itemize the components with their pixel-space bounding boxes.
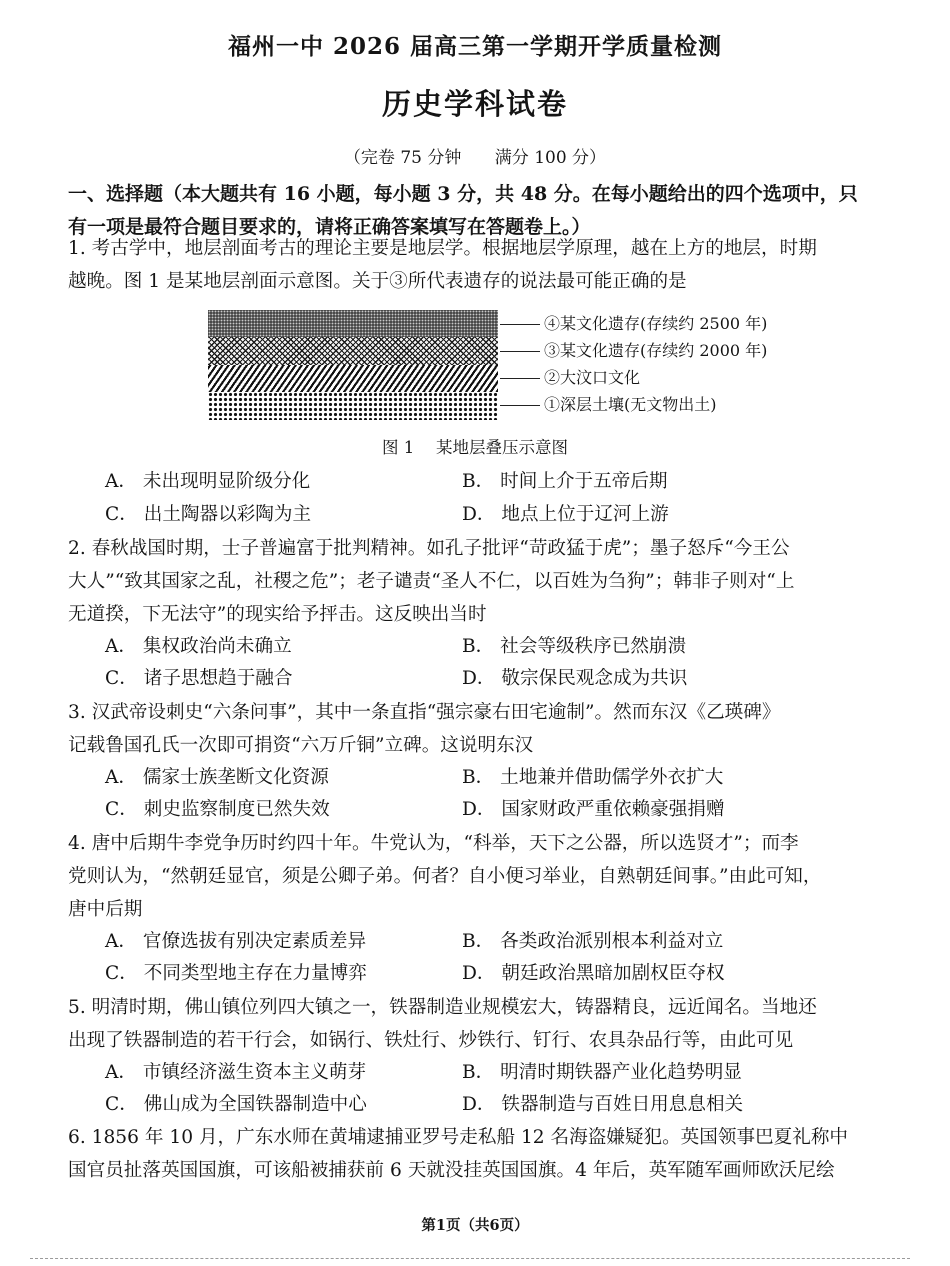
leader-line (500, 405, 540, 406)
question-5-line-2: 出现了铁器制造的若干行会，如锅行、铁灶行、炒铁行、钉行、农具杂品行等，由此可见 (68, 1030, 794, 1051)
exam-full-score: 满分 100 分） (494, 148, 607, 168)
question-5-option-d: D． 铁器制造与百姓日用息息相关 (462, 1094, 744, 1115)
question-5-line-1: 5. 明清时期，佛山镇位列四大镇之一，铁器制造业规模宏大，铸器精良，远近闻名。当地还 (68, 997, 817, 1018)
question-6-line-1: 6. 1856 年 10 月，广东水师在黄埔逮捕亚罗号走私船 12 名海盗嫌疑犯。英国领事巴夏礼称中 (68, 1127, 849, 1148)
question-2-option-d: D． 敬宗保民观念成为共识 (462, 668, 688, 689)
question-3-line-1: 3. 汉武帝设刺史“六条问事”，其中一条直指“强宗豪右田宅逾制”。然而东汉《乙瑛碑》 (68, 702, 781, 723)
question-4-option-d: D． 朝廷政治黑暗加剧权臣夺权 (462, 963, 725, 984)
section-heading-line: 有一项是最符合题目要求的，请将正确答案填写在答题卷上。） (68, 216, 591, 238)
question-1-line-1: 1. 考古学中，地层剖面考古的理论主要是地层学。根据地层学原理，越在上方的地层，时期 (68, 238, 817, 259)
question-2-line-3: 无道揆，下无法守”的现实给予抨击。这反映出当时 (68, 604, 487, 625)
figure-caption: 图 1 某地层叠压示意图 (382, 438, 568, 457)
question-4-option-b: B． 各类政治派别根本利益对立 (462, 931, 724, 952)
question-4-option-c: C． 不同类型地主存在力量博弈 (105, 963, 367, 984)
stratum-layer-3 (208, 337, 498, 365)
question-1-option-c: C． 出土陶器以彩陶为主 (105, 504, 312, 525)
question-4-line-2: 党则认为，“然朝廷显官，须是公卿子弟。何者？自小便习举业，自熟朝廷间事。”由此可知， (68, 866, 822, 887)
question-3-option-d: D． 国家财政严重依赖豪强捐赠 (462, 799, 725, 820)
question-4-line-3: 唐中后期 (68, 899, 143, 920)
stratum-label-4: ④某文化遗存(存续约 2500 年) (544, 314, 768, 333)
question-3-option-b: B． 土地兼并借助儒学外衣扩大 (462, 767, 724, 788)
question-5-option-c: C． 佛山成为全国铁器制造中心 (105, 1094, 367, 1115)
section-heading-line: 一、选择题（本大题共有 16 小题，每小题 3 分，共 48 分。在每小题给出的四个选项中，只 (68, 183, 858, 205)
question-2-option-b: B． 社会等级秩序已然崩溃 (462, 636, 687, 657)
question-5-option-b: B． 明清时期铁器产业化趋势明显 (462, 1062, 742, 1083)
question-2-option-c: C． 诸子思想趋于融合 (105, 668, 293, 689)
stratum-layer-4 (208, 310, 498, 337)
leader-line (500, 324, 540, 325)
question-1-option-a: A． 未出现明显阶级分化 (105, 471, 311, 492)
question-3-option-c: C． 刺史监察制度已然失效 (105, 799, 330, 820)
question-6-line-2: 国官员扯落英国国旗，可该船被捕获前 6 天就没挂英国国旗。4 年后，英军随军画师欧沃尼绘 (68, 1160, 835, 1181)
stratum-layer-2 (208, 365, 498, 392)
question-4-line-1: 4. 唐中后期牛李党争历时约四十年。牛党认为，“科举，天下之公器，所以选贤才”；而李 (68, 833, 799, 854)
leader-line (500, 351, 540, 352)
question-1-line-2: 越晚。图 1 是某地层剖面示意图。关于③所代表遗存的说法最可能正确的是 (68, 271, 687, 292)
exam-duration: （完卷 75 分钟 (343, 148, 462, 168)
leader-line (500, 378, 540, 379)
exam-meta (0, 143, 950, 168)
stratum-label-2: ②大汶口文化 (544, 368, 641, 387)
question-1-option-b: B． 时间上介于五帝后期 (462, 471, 668, 492)
question-2-line-1: 2. 春秋战国时期，士子普遍富于批判精神。如孔子批评“苛政猛于虎”；墨子怒斥“今王公 (68, 538, 790, 559)
exam-title: 福州一中 2026 届高三第一学期开学质量检测 (227, 33, 723, 60)
strata-diagram (208, 310, 788, 420)
question-2-line-2: 大人”“致其国家之乱，社稷之危”；老子谴责“圣人不仁，以百姓为刍狗”；韩非子则对“上 (68, 571, 795, 592)
stratum-label-1: ①深层土壤(无文物出土) (544, 395, 717, 414)
scan-edge-divider (30, 1258, 910, 1259)
question-1-option-d: D． 地点上位于辽河上游 (462, 504, 669, 525)
question-4-option-a: A． 官僚选拔有别决定素质差异 (105, 931, 367, 952)
question-2-option-a: A． 集权政治尚未确立 (105, 636, 292, 657)
question-3-line-2: 记载鲁国孔氏一次即可捐资“六万斤铜”立碑。这说明东汉 (68, 735, 534, 756)
stratum-label-3: ③某文化遗存(存续约 2000 年) (544, 341, 768, 360)
page-indicator: 第1页（共6页） (421, 1217, 529, 1234)
subject-title: 历史学科试卷 (381, 87, 568, 121)
question-3-option-a: A． 儒家士族垄断文化资源 (105, 767, 329, 788)
stratum-layer-1 (208, 392, 498, 420)
question-5-option-a: A． 市镇经济滋生资本主义萌芽 (105, 1062, 367, 1083)
